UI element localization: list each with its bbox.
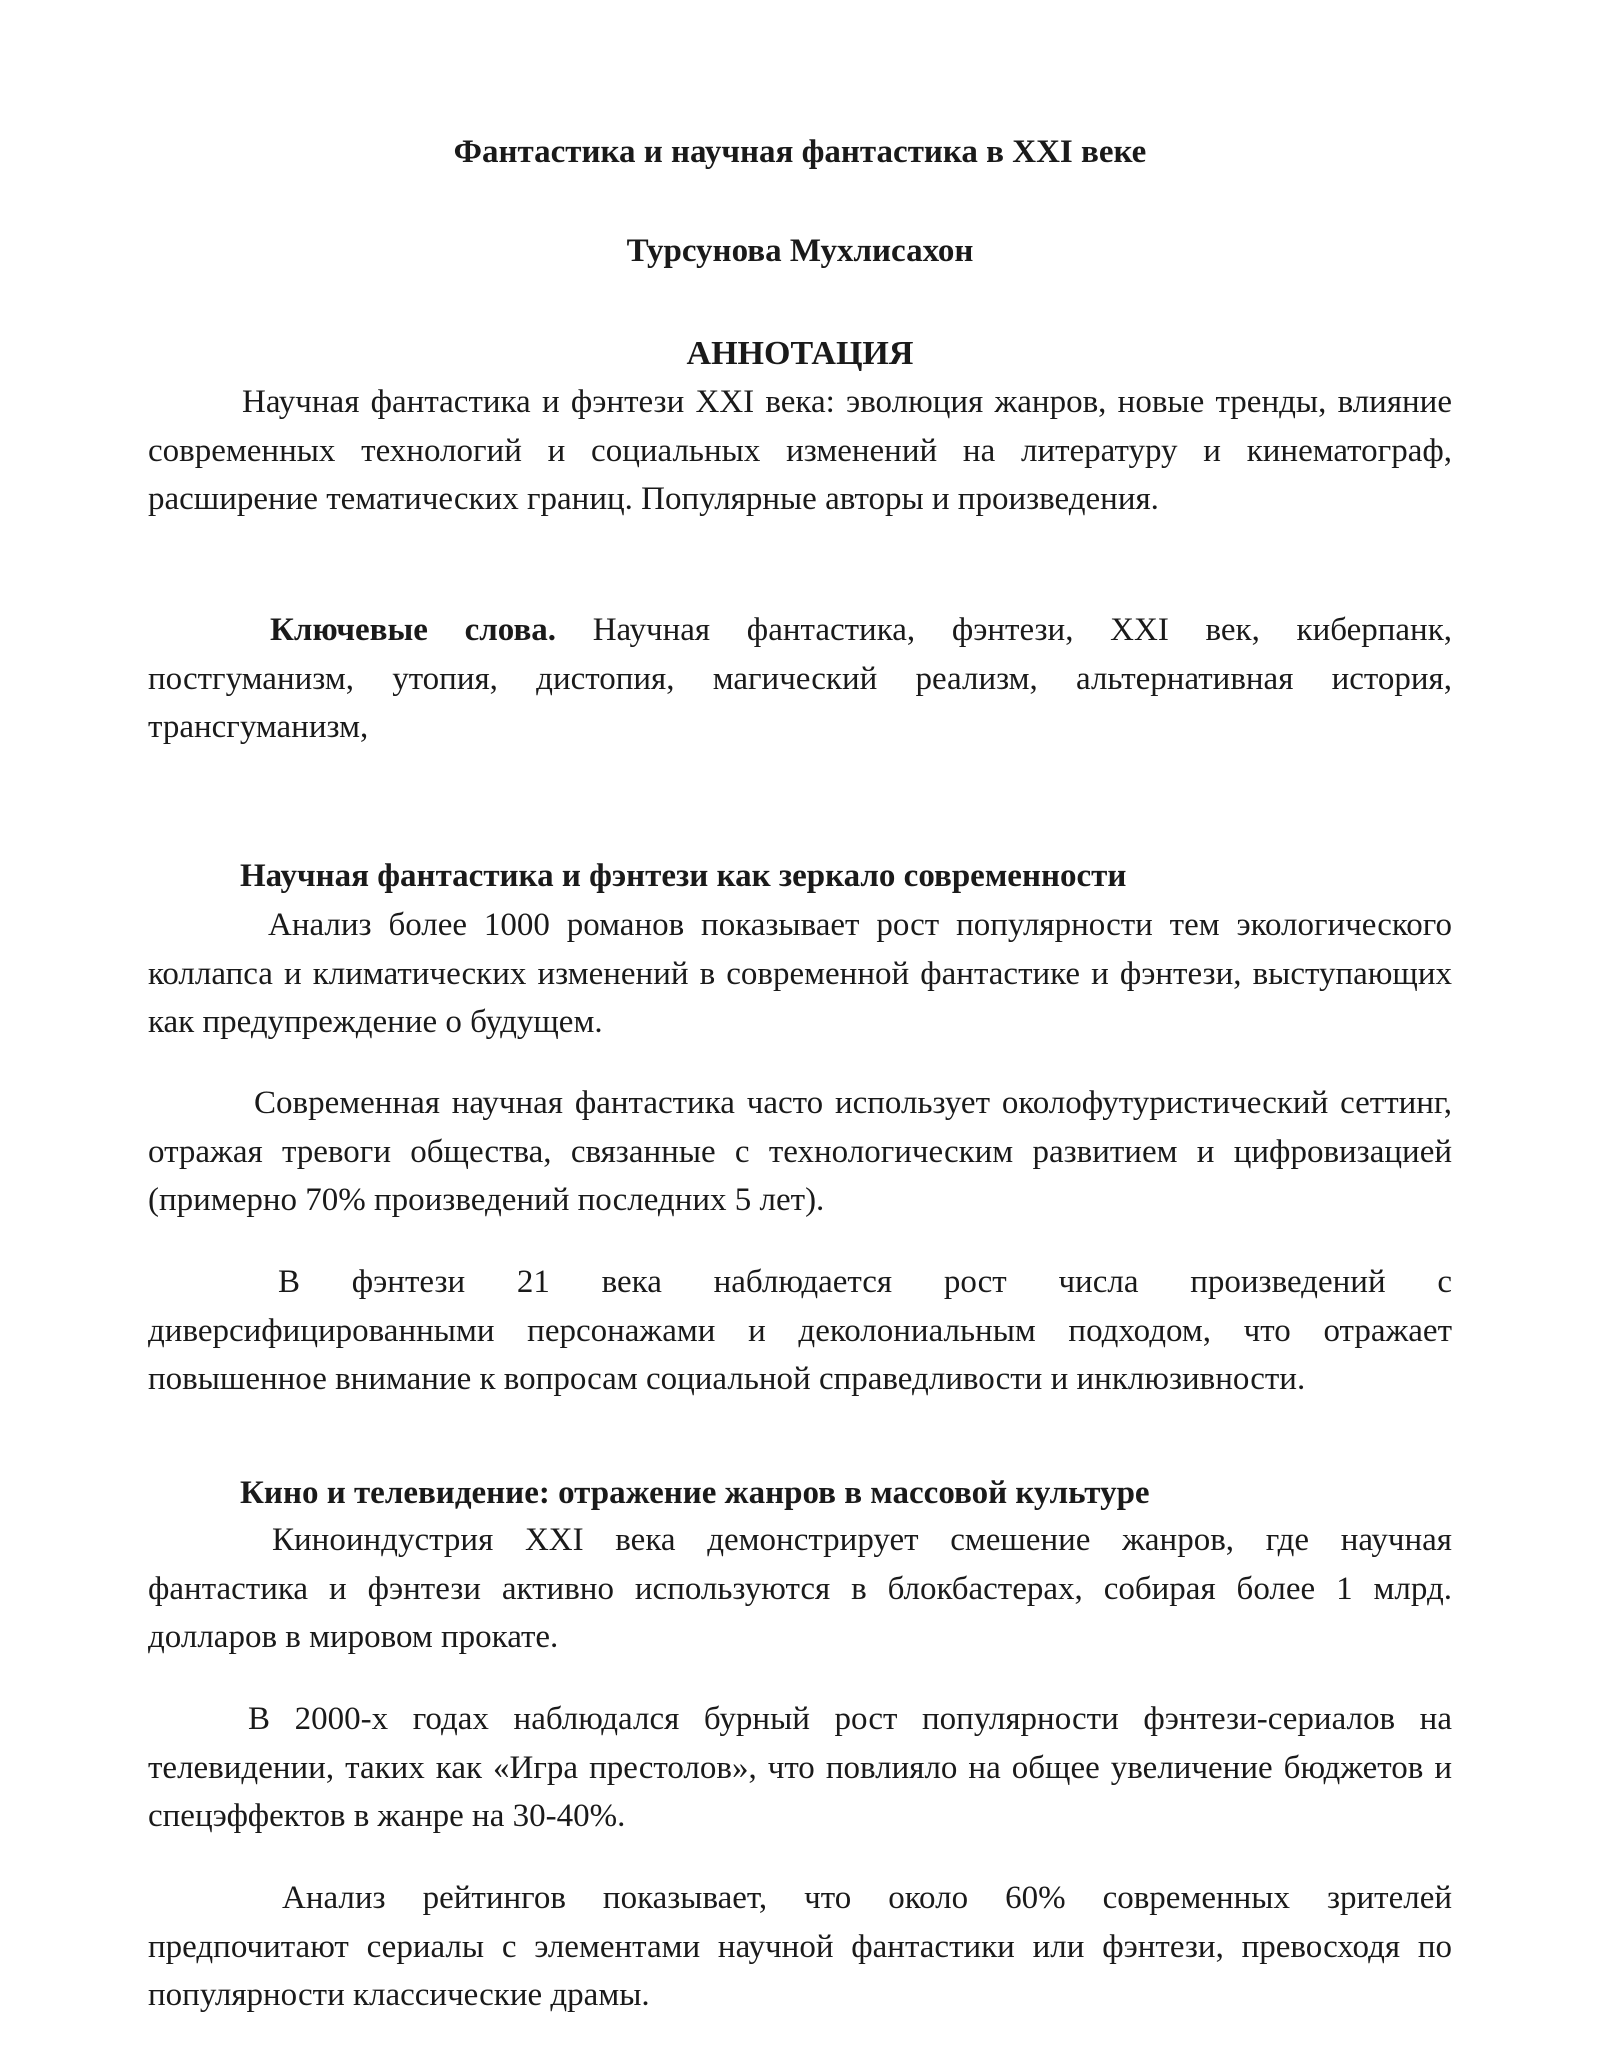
section-2-paragraph-2: В 2000-х годах наблюдался бурный рост популярности фэнтези-сериалов на телевидении, таких как «Игра престолов», что повлияло на общее увеличение бюджетов и спецэффектов в жанре на 30-40%. [148,1701,1452,1834]
keywords-paragraph [148,606,1452,752]
section-heading-1: Научная фантастика и фэнтези как зеркало современности [240,858,1127,894]
keywords-text: Научная фантастика, фэнтези, XXI век, киберпанк, постгуманизм, утопия, дистопия, магический реализм, альтернативная история, трансгуманизм, [148,612,1452,745]
section-2-paragraph-3: Анализ рейтингов показывает, что около 60% современных зрителей предпочитают сериалы с элементами научной фантастики или фэнтези, превосходя по популярности классические драмы. [148,1880,1452,2013]
document-title: Фантастика и научная фантастика в XXI веке [453,134,1147,170]
section-2-paragraph-1: Киноиндустрия XXI века демонстрирует смешение жанров, где научная фантастика и фэнтези активно используются в блокбастерах, собирая более 1 млрд. долларов в мировом прокате. [148,1522,1452,1655]
section-1-paragraph-2: Современная научная фантастика часто использует околофутуристический сеттинг, отражая тревоги общества, связанные с технологическим развитием и цифровизацией (примерно 70% произведений последних 5 лет). [148,1085,1452,1218]
section-heading-2: Кино и телевидение: отражение жанров в массовой культуре [240,1475,1150,1511]
keywords-label: Ключевые слова. [270,612,557,648]
section-1-paragraph-3: В фэнтези 21 века наблюдается рост числа произведений с диверсифицированными персонажами и деколониальным подходом, что отражает повышенное внимание к вопросам социальной справедливости и инклюзивности. [148,1264,1452,1397]
author-name: Турсунова Мухлисахон [626,233,974,269]
annotation-text: Научная фантастика и фэнтези XXI века: эволюция жанров, новые тренды, влияние современных технологий и социальных изменений на литературу и кинематограф, расширение тематических границ. Популярные авторы и произведения. [148,384,1452,517]
annotation-heading: АННОТАЦИЯ [686,335,914,372]
section-1-paragraph-1: Анализ более 1000 романов показывает рост популярности тем экологического коллапса и климатических изменений в современной фантастике и фэнтези, выступающих как предупреждение о будущем. [148,907,1452,1040]
